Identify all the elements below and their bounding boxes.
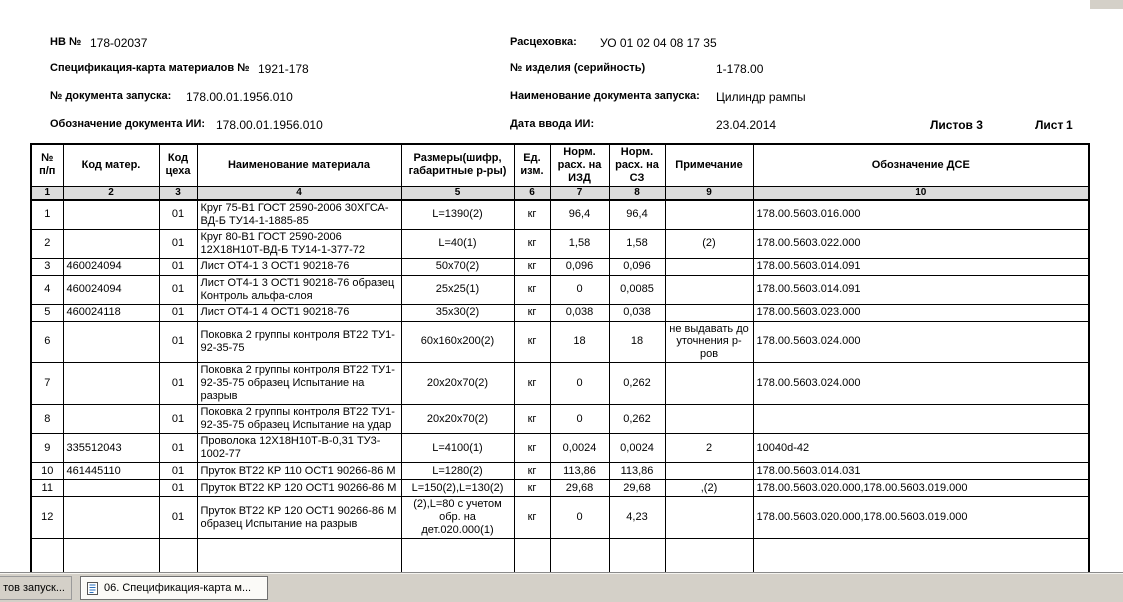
cell-dse: 178.00.5603.014.091 <box>753 258 1089 275</box>
product-number-value: 1-178.00 <box>716 62 764 76</box>
cell-material-name: Пруток ВТ22 КР 120 ОСТ1 90266-86 М <box>197 480 401 497</box>
cell-material-name: Поковка 2 группы контроля ВТ22 ТУ1-92-35-75 образец Испытание на удар <box>197 405 401 434</box>
col-header-dse: Обозначение ДСЕ <box>753 144 1089 186</box>
spec-card-value: 1921-178 <box>258 62 309 76</box>
col-header-material-name: Наименование материала <box>197 144 401 186</box>
cell-dimensions: 35х30(2) <box>401 304 514 321</box>
cell-unit: кг <box>514 434 550 463</box>
cell-dse: 178.00.5603.024.000 <box>753 363 1089 405</box>
cell-dse: 178.00.5603.014.091 <box>753 275 1089 304</box>
col-number: 10 <box>753 186 1089 199</box>
table-row <box>31 200 1089 229</box>
cell-rate-sz: 0,038 <box>609 304 665 321</box>
cell-rate-izd: 29,68 <box>550 480 609 497</box>
cell-note <box>665 363 753 405</box>
cell-dimensions: (2),L=80 с учетом обр. на дет.020.000(1) <box>401 497 514 539</box>
cell-row-number: 11 <box>31 480 63 497</box>
cell-shop-code: 01 <box>159 258 197 275</box>
cell-material-name: Поковка 2 группы контроля ВТ22 ТУ1-92-35-75 образец Испытание на разрыв <box>197 363 401 405</box>
cell-material-code <box>63 480 159 497</box>
table-row <box>31 363 1089 405</box>
cell-material-name: Лист ОТ4-1 3 ОСТ1 90218-76 образец Контроль альфа-слоя <box>197 275 401 304</box>
cell-rate-izd: 0 <box>550 405 609 434</box>
cell-material-name: Поковка 2 группы контроля ВТ22 ТУ1-92-35-75 <box>197 321 401 363</box>
routing-value: УО 01 02 04 08 17 35 <box>600 36 717 50</box>
cell-unit: кг <box>514 497 550 539</box>
cell-dimensions: L=150(2),L=130(2) <box>401 480 514 497</box>
cell-row-number: 9 <box>31 434 63 463</box>
cell-rate-izd: 1,58 <box>550 229 609 258</box>
cell-row-number: 12 <box>31 497 63 539</box>
cell-row-number: 1 <box>31 200 63 229</box>
sheet-number: 1 <box>1066 118 1073 132</box>
cell-shop-code: 01 <box>159 497 197 539</box>
cell-material-name: Круг 75-В1 ГОСТ 2590-2006 30ХГСА-ВД-Б ТУ14-1-1885-85 <box>197 200 401 229</box>
cell-unit: кг <box>514 405 550 434</box>
cell-unit: кг <box>514 258 550 275</box>
col-header-note: Примечание <box>665 144 753 186</box>
cell-rate-izd: 18 <box>550 321 609 363</box>
cell-rate-izd: 96,4 <box>550 200 609 229</box>
cell-note: не выдавать до уточнения р-ров <box>665 321 753 363</box>
cell-note: (2) <box>665 229 753 258</box>
table-row <box>31 321 1089 363</box>
table-row <box>31 258 1089 275</box>
col-header-rate-izd: Норм. расх. на ИЗД <box>550 144 609 186</box>
cell-shop-code: 01 <box>159 229 197 258</box>
cell-rate-izd: 0,096 <box>550 258 609 275</box>
table-row <box>31 304 1089 321</box>
cell-shop-code: 01 <box>159 463 197 480</box>
taskbar-tab-spec-card[interactable] <box>80 576 268 600</box>
cell-dimensions: 25х25(1) <box>401 275 514 304</box>
nv-number-value: 178-02037 <box>90 36 148 50</box>
cell-rate-sz: 0,262 <box>609 405 665 434</box>
spec-table-wrapper <box>30 143 1090 584</box>
cell-dimensions: 50х70(2) <box>401 258 514 275</box>
cell-note: 2 <box>665 434 753 463</box>
cell-shop-code: 01 <box>159 321 197 363</box>
cell-dimensions: L=1280(2) <box>401 463 514 480</box>
cell-material-name: Лист ОТ4-1 4 ОСТ1 90218-76 <box>197 304 401 321</box>
window-corner-fragment <box>1090 0 1123 9</box>
col-header-shop-code: Код цеха <box>159 144 197 186</box>
column-number-row <box>31 186 1089 199</box>
cell-dse: 178.00.5603.014.031 <box>753 463 1089 480</box>
launch-doc-name-label: Наименование документа запуска: <box>510 90 700 102</box>
cell-shop-code: 01 <box>159 200 197 229</box>
cell-unit: кг <box>514 321 550 363</box>
col-number: 6 <box>514 186 550 199</box>
cell-rate-izd: 0,0024 <box>550 434 609 463</box>
table-row <box>31 463 1089 480</box>
table-row <box>31 275 1089 304</box>
cell-rate-sz: 0,0085 <box>609 275 665 304</box>
cell-row-number: 8 <box>31 405 63 434</box>
ii-entry-date-value: 23.04.2014 <box>716 118 777 132</box>
taskbar-tab-launch-docs-label: тов запуск... <box>3 582 65 594</box>
cell-dse: 178.00.5603.016.000 <box>753 200 1089 229</box>
cell-note <box>665 304 753 321</box>
cell-dse: 178.00.5603.020.000,178.00.5603.019.000 <box>753 480 1089 497</box>
cell-material-code <box>63 363 159 405</box>
cell-row-number: 4 <box>31 275 63 304</box>
cell-material-code: 335512043 <box>63 434 159 463</box>
col-header-row-number: № п/п <box>31 144 63 186</box>
cell-material-code <box>63 497 159 539</box>
cell-row-number: 5 <box>31 304 63 321</box>
cell-rate-sz: 1,58 <box>609 229 665 258</box>
cell-dse: 178.00.5603.023.000 <box>753 304 1089 321</box>
cell-material-code: 460024094 <box>63 258 159 275</box>
cell-rate-izd: 0 <box>550 497 609 539</box>
spec-card-label: Спецификация-карта материалов № <box>50 62 250 74</box>
cell-material-name: Проволока 12Х18Н10Т-В-0,31 ТУ3-1002-77 <box>197 434 401 463</box>
cell-dse: 178.00.5603.024.000 <box>753 321 1089 363</box>
cell-rate-sz: 29,68 <box>609 480 665 497</box>
cell-material-code <box>63 200 159 229</box>
cell-material-name: Круг 80-В1 ГОСТ 2590-2006 12Х18Н10Т-ВД-Б ТУ14-1-377-72 <box>197 229 401 258</box>
cell-note <box>665 405 753 434</box>
cell-rate-izd: 0,038 <box>550 304 609 321</box>
cell-dimensions: L=40(1) <box>401 229 514 258</box>
cell-note: ,(2) <box>665 480 753 497</box>
nv-number-label: НВ № <box>50 36 82 48</box>
cell-material-code: 460024094 <box>63 275 159 304</box>
cell-shop-code: 01 <box>159 405 197 434</box>
col-number: 3 <box>159 186 197 199</box>
header-row-4 <box>0 118 1123 134</box>
cell-note <box>665 463 753 480</box>
header-row-1 <box>0 36 1123 52</box>
table-row <box>31 229 1089 258</box>
cell-rate-izd: 113,86 <box>550 463 609 480</box>
cell-rate-sz: 0,096 <box>609 258 665 275</box>
spec-table <box>30 143 1090 584</box>
cell-material-name: Пруток ВТ22 КР 120 ОСТ1 90266-86 М образец Испытание на разрыв <box>197 497 401 539</box>
cell-material-code <box>63 321 159 363</box>
cell-rate-sz: 0,0024 <box>609 434 665 463</box>
taskbar <box>0 572 1123 602</box>
cell-unit: кг <box>514 463 550 480</box>
cell-material-code: 460024118 <box>63 304 159 321</box>
cell-material-name: Лист ОТ4-1 3 ОСТ1 90218-76 <box>197 258 401 275</box>
table-header-row <box>31 144 1089 186</box>
cell-shop-code: 01 <box>159 304 197 321</box>
cell-row-number: 7 <box>31 363 63 405</box>
cell-dimensions: 60х160х200(2) <box>401 321 514 363</box>
cell-rate-izd: 0 <box>550 363 609 405</box>
cell-unit: кг <box>514 200 550 229</box>
cell-shop-code: 01 <box>159 434 197 463</box>
cell-note <box>665 258 753 275</box>
col-header-material-code: Код матер. <box>63 144 159 186</box>
cell-note <box>665 497 753 539</box>
cell-material-code: 461445110 <box>63 463 159 480</box>
table-row <box>31 405 1089 434</box>
col-number: 9 <box>665 186 753 199</box>
taskbar-tab-spec-card-label: 06. Спецификация-карта м... <box>104 582 252 594</box>
cell-rate-sz: 96,4 <box>609 200 665 229</box>
cell-unit: кг <box>514 480 550 497</box>
cell-row-number: 6 <box>31 321 63 363</box>
col-header-dimensions: Размеры(шифр, габаритные р-ры) <box>401 144 514 186</box>
col-number: 8 <box>609 186 665 199</box>
cell-rate-izd: 0 <box>550 275 609 304</box>
cell-material-code <box>63 405 159 434</box>
ii-entry-date-label: Дата ввода ИИ: <box>510 118 595 130</box>
col-number: 1 <box>31 186 63 199</box>
cell-dse: 10040d-42 <box>753 434 1089 463</box>
cell-material-name: Пруток ВТ22 КР 110 ОСТ1 90266-86 М <box>197 463 401 480</box>
col-header-unit: Ед. изм. <box>514 144 550 186</box>
ii-doc-designation-label: Обозначение документа ИИ: <box>50 118 206 130</box>
col-number: 4 <box>197 186 401 199</box>
cell-dimensions: L=1390(2) <box>401 200 514 229</box>
cell-dse: 178.00.5603.022.000 <box>753 229 1089 258</box>
cell-shop-code: 01 <box>159 275 197 304</box>
product-number-label: № изделия (серийность) <box>510 62 646 74</box>
header-row-3 <box>0 90 1123 106</box>
table-row <box>31 434 1089 463</box>
col-number: 7 <box>550 186 609 199</box>
launch-doc-number-label: № документа запуска: <box>50 90 172 102</box>
launch-doc-number-value: 178.00.01.1956.010 <box>186 90 293 104</box>
cell-rate-sz: 4,23 <box>609 497 665 539</box>
cell-dimensions: L=4100(1) <box>401 434 514 463</box>
cell-rate-sz: 113,86 <box>609 463 665 480</box>
cell-unit: кг <box>514 275 550 304</box>
cell-row-number: 10 <box>31 463 63 480</box>
cell-dse <box>753 405 1089 434</box>
routing-label: Расцеховка: <box>510 36 577 48</box>
col-number: 2 <box>63 186 159 199</box>
sheet-label: Лист <box>1035 118 1064 132</box>
taskbar-tab-launch-docs[interactable] <box>0 576 72 600</box>
cell-dimensions: 20х20х70(2) <box>401 363 514 405</box>
cell-dse: 178.00.5603.020.000,178.00.5603.019.000 <box>753 497 1089 539</box>
header-row-2 <box>0 62 1123 78</box>
document-icon <box>86 582 99 595</box>
cell-unit: кг <box>514 363 550 405</box>
cell-row-number: 2 <box>31 229 63 258</box>
cell-shop-code: 01 <box>159 363 197 405</box>
col-number: 5 <box>401 186 514 199</box>
table-row <box>31 497 1089 539</box>
sheets-total: Листов 3 <box>930 118 983 132</box>
cell-dimensions: 20х20х70(2) <box>401 405 514 434</box>
cell-row-number: 3 <box>31 258 63 275</box>
cell-rate-sz: 18 <box>609 321 665 363</box>
cell-shop-code: 01 <box>159 480 197 497</box>
cell-note <box>665 200 753 229</box>
table-row <box>31 480 1089 497</box>
cell-unit: кг <box>514 229 550 258</box>
cell-note <box>665 275 753 304</box>
cell-rate-sz: 0,262 <box>609 363 665 405</box>
ii-doc-designation-value: 178.00.01.1956.010 <box>216 118 323 132</box>
col-header-rate-sz: Норм. расх. на СЗ <box>609 144 665 186</box>
cell-material-code <box>63 229 159 258</box>
launch-doc-name-value: Цилиндр рампы <box>716 90 806 104</box>
cell-unit: кг <box>514 304 550 321</box>
table-body <box>31 200 1089 539</box>
